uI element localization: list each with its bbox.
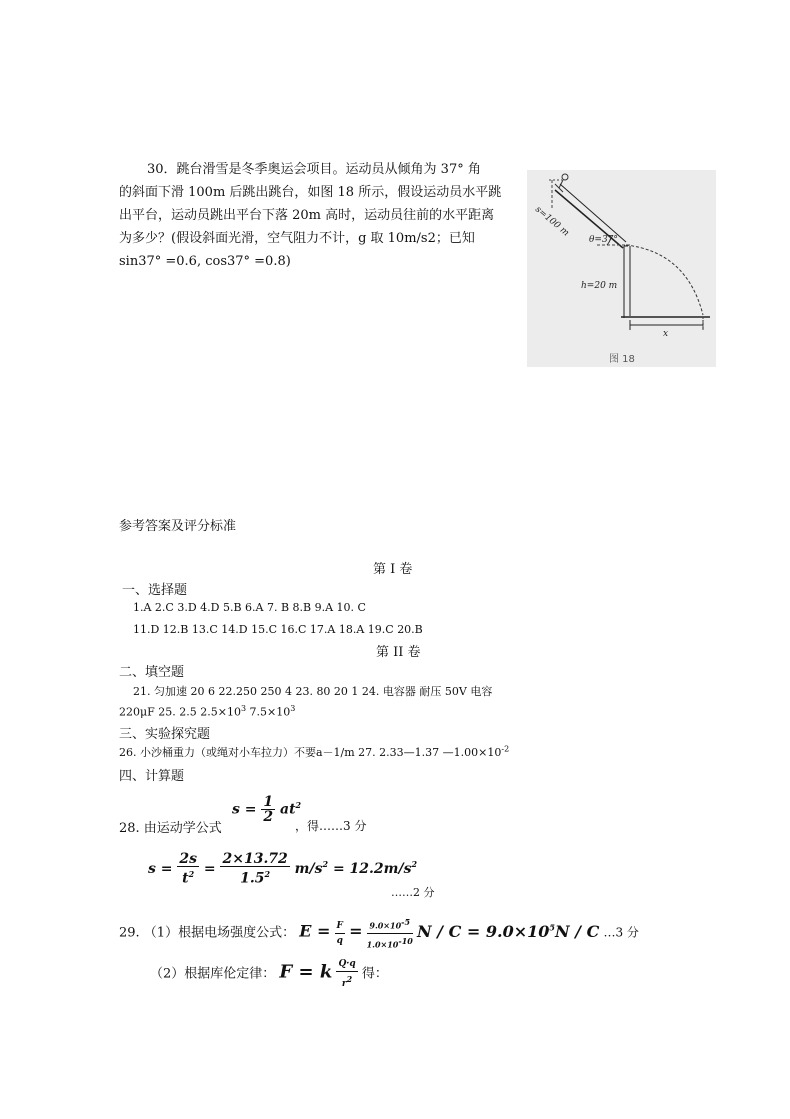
figure-18: [527, 170, 716, 367]
part-2-title: 第 II 卷: [376, 645, 421, 660]
q30-line-4: 为多少？(假设斜面光滑，空气阻力不计，g 取 10m/s2；已知: [119, 231, 475, 246]
part-1-title: 第 I 卷: [373, 562, 413, 577]
fill-answers-row-1: 21. 匀加速 20 6 22.250 250 4 23. 80 20 1 24. 电容器 耐压 50V 电容: [133, 685, 493, 698]
section-choice: 一、选择题: [122, 583, 188, 598]
section-calculation: 四、计算题: [119, 769, 185, 784]
choice-answers-row-2: 11.D 12.B 13.C 14.D 15.C 16.C 17.A 18.A 19.C 20.B: [133, 623, 423, 636]
slope-length-label: s=100 m: [533, 204, 571, 239]
answers-heading: 参考答案及评分标准: [119, 519, 237, 534]
q30-line-1: 30．跳台滑雪是冬季奥运会项目。运动员从倾角为 37° 角: [147, 162, 481, 177]
q28-calculation: s = $\frac{2s}{t^2}$ = $\frac{2\times 13.72}{1.5^2}$ $m/s^2 = 12.2m/s^2$: [148, 851, 418, 887]
q30-line-5: sin37° =0.6, cos37° =0.8): [119, 254, 291, 269]
figure-caption: 图 18: [609, 354, 635, 365]
q28-score: ……2 分: [391, 886, 435, 899]
distance-label: x: [663, 329, 669, 339]
ski-jump-diagram: [527, 170, 716, 367]
q30-line-3: 出平台，运动员跳出平台下落 20m 高时，运动员往前的水平距离: [119, 208, 495, 223]
q30-line-2: 的斜面下滑 100m 后跳出跳台，如图 18 所示，假设运动员水平跳: [119, 185, 502, 200]
q29-line-2: （2）根据库伦定律： F = k $\frac{Q\cdot q}{r^2}$ 得：: [150, 959, 388, 989]
choice-answers-row-1: 1.A 2.C 3.D 4.D 5.B 6.A 7. B 8.B 9.A 10. C: [133, 601, 366, 614]
section-fill: 二、填空题: [119, 665, 185, 680]
fill-answers-row-2: 220μF 25. 2.5 $2.5\times 10^3$ $7.5\times 10^3$: [119, 704, 296, 719]
question-30: [119, 158, 517, 273]
angle-label: θ=37°: [589, 235, 618, 245]
section-experiment: 三、实验探究题: [119, 727, 211, 742]
height-label: h=20 m: [581, 281, 618, 291]
experiment-answers: 26. 小沙桶重力（或绳对小车拉力）不要a－1/m 27. 2.33—1.37 $—1.00\times 10^{-2}$: [119, 744, 510, 759]
q29-line-1: 29. （1）根据电场强度公式： E = $\frac{F}{q}$ = $\frac{9.0\times 10^{-5}}{1.0\times 10^{-10}}$ $N / C = 9.0\times 10^5N / C$ …3 分: [119, 917, 639, 950]
